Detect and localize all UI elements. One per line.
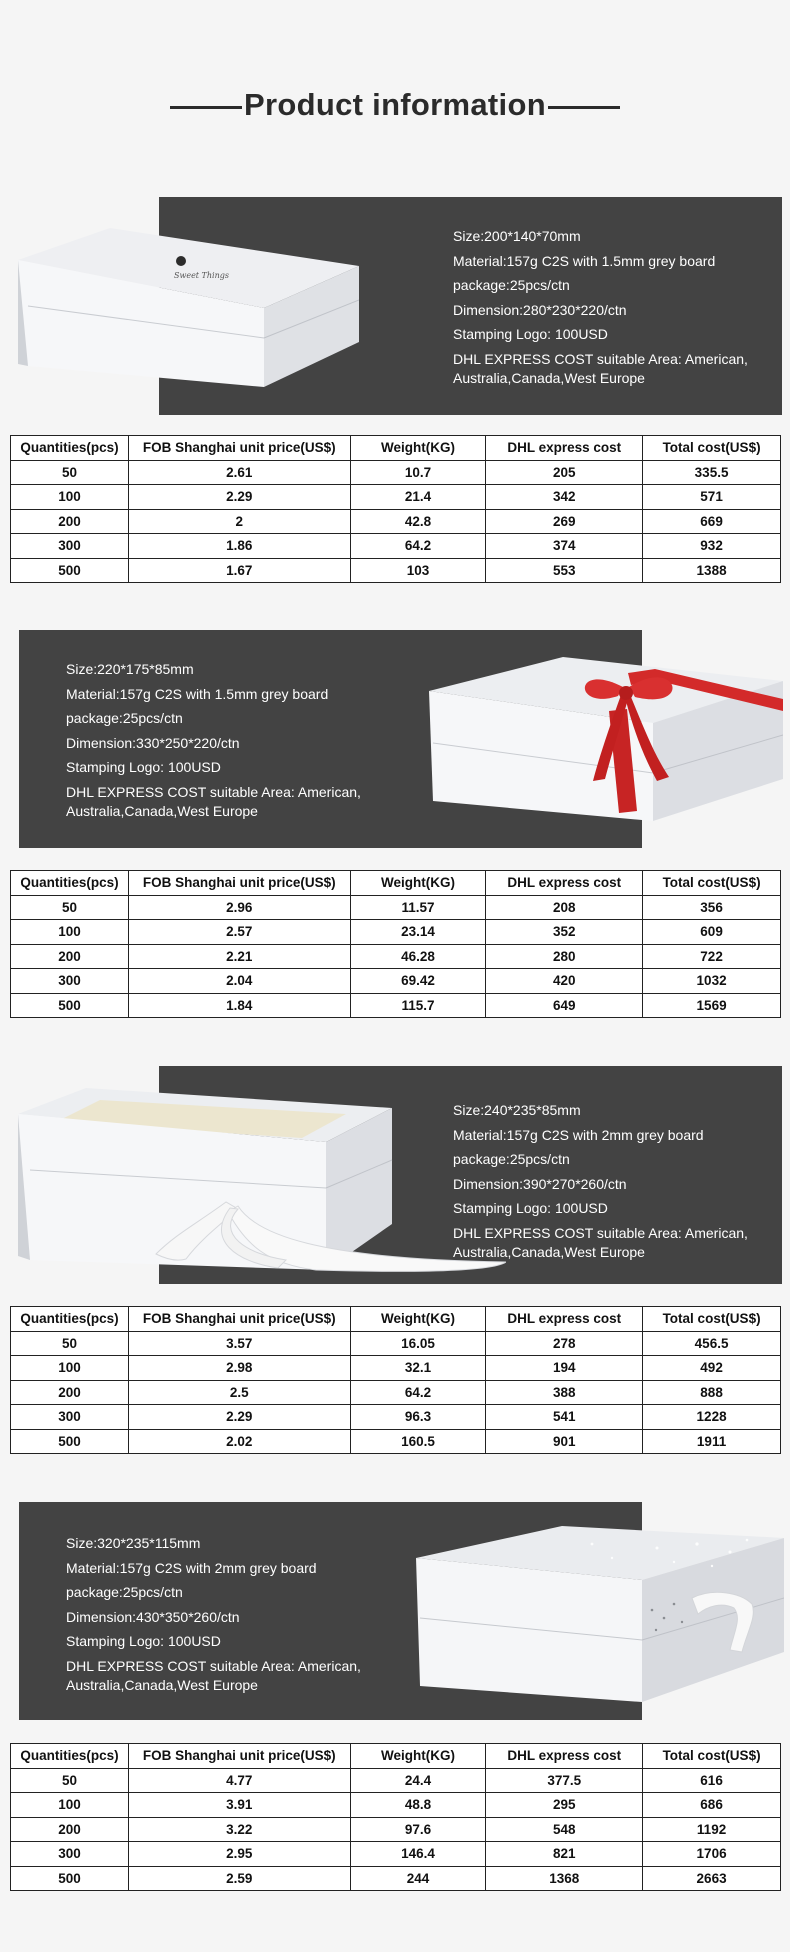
cell-dhl: 420 — [486, 969, 643, 994]
spec-package: package:25pcs/ctn — [453, 1151, 570, 1167]
spec-stamping: Stamping Logo: 100USD — [66, 759, 221, 775]
spec-size: Size:240*235*85mm — [453, 1102, 581, 1118]
header-total-cost: Total cost(US$) — [643, 1744, 781, 1769]
cell-total: 669 — [643, 509, 781, 534]
cell-dhl: 194 — [486, 1356, 643, 1381]
header-fob-price: FOB Shanghai unit price(US$) — [128, 1307, 350, 1332]
cell-dhl: 901 — [486, 1429, 643, 1454]
cell-price: 2.96 — [128, 895, 350, 920]
cell-weight: 23.14 — [350, 920, 486, 945]
spec-material: Material:157g C2S with 2mm grey board — [453, 1126, 704, 1143]
cell-total: 2663 — [643, 1866, 781, 1891]
cell-qty: 200 — [11, 1380, 129, 1405]
cell-total: 1706 — [643, 1842, 781, 1867]
product-4-price-table — [10, 1743, 781, 1891]
cell-total: 616 — [643, 1768, 781, 1793]
product-4-specs — [66, 1531, 386, 1695]
cell-qty: 500 — [11, 558, 129, 583]
product-3-specs — [453, 1098, 773, 1262]
cell-weight: 97.6 — [350, 1817, 486, 1842]
cell-price: 2.29 — [128, 1405, 350, 1430]
table-row — [11, 895, 781, 920]
cell-qty: 300 — [11, 969, 129, 994]
cell-dhl: 649 — [486, 993, 643, 1018]
header-fob-price: FOB Shanghai unit price(US$) — [128, 436, 350, 461]
table-row — [11, 558, 781, 583]
cell-total: 1228 — [643, 1405, 781, 1430]
header-total-cost: Total cost(US$) — [643, 436, 781, 461]
spec-size: Size:220*175*85mm — [66, 661, 194, 677]
product-2-box-image — [423, 651, 783, 821]
table-row — [11, 534, 781, 559]
product-2-price-table — [10, 870, 781, 1018]
spec-dimension: Dimension:390*270*260/ctn — [453, 1175, 627, 1192]
cell-price: 2 — [128, 509, 350, 534]
cell-weight: 42.8 — [350, 509, 486, 534]
spec-size: Size:320*235*115mm — [66, 1535, 201, 1551]
cell-dhl: 821 — [486, 1842, 643, 1867]
table-row — [11, 1405, 781, 1430]
product-1-box-image — [14, 222, 359, 387]
product-3-box-image — [16, 1084, 506, 1284]
product-2-specs — [66, 657, 386, 821]
cell-weight: 10.7 — [350, 460, 486, 485]
cell-price: 1.67 — [128, 558, 350, 583]
spec-stamping: Stamping Logo: 100USD — [453, 326, 608, 342]
spec-size: Size:200*140*70mm — [453, 228, 581, 244]
cell-total: 1192 — [643, 1817, 781, 1842]
cell-price: 4.77 — [128, 1768, 350, 1793]
table-row — [11, 1429, 781, 1454]
title-divider-left — [170, 106, 242, 109]
header-weight: Weight(KG) — [350, 871, 486, 896]
header-quantities: Quantities(pcs) — [11, 1307, 129, 1332]
header-total-cost: Total cost(US$) — [643, 1307, 781, 1332]
header-weight: Weight(KG) — [350, 1307, 486, 1332]
cell-weight: 46.28 — [350, 944, 486, 969]
cell-qty: 100 — [11, 920, 129, 945]
cell-qty: 50 — [11, 1768, 129, 1793]
table-row — [11, 509, 781, 534]
header-quantities: Quantities(pcs) — [11, 436, 129, 461]
cell-dhl: 205 — [486, 460, 643, 485]
cell-total: 1388 — [643, 558, 781, 583]
product-1-price-table — [10, 435, 781, 583]
cell-qty: 200 — [11, 509, 129, 534]
cell-dhl: 553 — [486, 558, 643, 583]
spec-dhl: DHL EXPRESS COST suitable Area: American, Australia,Canada,West Europe — [66, 1657, 361, 1693]
cell-weight: 24.4 — [350, 1768, 486, 1793]
table-row — [11, 969, 781, 994]
header-fob-price: FOB Shanghai unit price(US$) — [128, 1744, 350, 1769]
cell-total: 356 — [643, 895, 781, 920]
cell-price: 2.21 — [128, 944, 350, 969]
cell-price: 2.57 — [128, 920, 350, 945]
cell-total: 932 — [643, 534, 781, 559]
cell-weight: 69.42 — [350, 969, 486, 994]
spec-material: Material:157g C2S with 1.5mm grey board — [66, 685, 329, 702]
cell-qty: 200 — [11, 1817, 129, 1842]
spec-package: package:25pcs/ctn — [453, 277, 570, 293]
cell-qty: 500 — [11, 1866, 129, 1891]
spec-dimension: Dimension:280*230*220/ctn — [453, 301, 627, 318]
cell-qty: 50 — [11, 1331, 129, 1356]
cell-qty: 300 — [11, 1405, 129, 1430]
cell-qty: 300 — [11, 534, 129, 559]
cell-qty: 200 — [11, 944, 129, 969]
cell-total: 722 — [643, 944, 781, 969]
cell-qty: 100 — [11, 485, 129, 510]
table-row — [11, 1768, 781, 1793]
cell-price: 2.98 — [128, 1356, 350, 1381]
cell-dhl: 352 — [486, 920, 643, 945]
header-quantities: Quantities(pcs) — [11, 871, 129, 896]
cell-qty: 500 — [11, 1429, 129, 1454]
cell-total: 686 — [643, 1793, 781, 1818]
table-row — [11, 485, 781, 510]
cell-weight: 21.4 — [350, 485, 486, 510]
cell-dhl: 278 — [486, 1331, 643, 1356]
table-row — [11, 1866, 781, 1891]
header-total-cost: Total cost(US$) — [643, 871, 781, 896]
cell-dhl: 374 — [486, 534, 643, 559]
table-header-row — [11, 1307, 781, 1332]
cell-total: 492 — [643, 1356, 781, 1381]
cell-total: 335.5 — [643, 460, 781, 485]
page-header — [0, 80, 790, 130]
cell-qty: 50 — [11, 460, 129, 485]
product-4-box-image — [412, 1522, 784, 1702]
product-3-price-table — [10, 1306, 781, 1454]
cell-price: 2.59 — [128, 1866, 350, 1891]
page-title: Product information — [244, 87, 546, 122]
cell-weight: 96.3 — [350, 1405, 486, 1430]
header-weight: Weight(KG) — [350, 1744, 486, 1769]
cell-weight: 160.5 — [350, 1429, 486, 1454]
table-row — [11, 1331, 781, 1356]
cell-total: 609 — [643, 920, 781, 945]
header-quantities: Quantities(pcs) — [11, 1744, 129, 1769]
cell-dhl: 548 — [486, 1817, 643, 1842]
cell-price: 2.04 — [128, 969, 350, 994]
cell-dhl: 295 — [486, 1793, 643, 1818]
cell-price: 3.22 — [128, 1817, 350, 1842]
cell-price: 1.86 — [128, 534, 350, 559]
cell-weight: 16.05 — [350, 1331, 486, 1356]
cell-price: 2.5 — [128, 1380, 350, 1405]
cell-price: 1.84 — [128, 993, 350, 1018]
cell-dhl: 269 — [486, 509, 643, 534]
cell-total: 1569 — [643, 993, 781, 1018]
spec-dimension: Dimension:430*350*260/ctn — [66, 1608, 240, 1625]
spec-package: package:25pcs/ctn — [66, 710, 183, 726]
header-fob-price: FOB Shanghai unit price(US$) — [128, 871, 350, 896]
cell-qty: 500 — [11, 993, 129, 1018]
cell-dhl: 208 — [486, 895, 643, 920]
table-row — [11, 920, 781, 945]
spec-stamping: Stamping Logo: 100USD — [66, 1633, 221, 1649]
cell-price: 2.61 — [128, 460, 350, 485]
table-header-row — [11, 871, 781, 896]
cell-price: 2.95 — [128, 1842, 350, 1867]
table-row — [11, 1793, 781, 1818]
spec-dhl: DHL EXPRESS COST suitable Area: American, Australia,Canada,West Europe — [66, 783, 361, 819]
title-divider-right — [548, 106, 620, 109]
spec-stamping: Stamping Logo: 100USD — [453, 1200, 608, 1216]
cell-total: 571 — [643, 485, 781, 510]
cell-weight: 64.2 — [350, 534, 486, 559]
table-row — [11, 1380, 781, 1405]
cell-price: 3.91 — [128, 1793, 350, 1818]
spec-dhl: DHL EXPRESS COST suitable Area: American, Australia,Canada,West Europe — [453, 1224, 748, 1260]
header-weight: Weight(KG) — [350, 436, 486, 461]
product-1-specs — [453, 224, 773, 388]
spec-package: package:25pcs/ctn — [66, 1584, 183, 1600]
cell-weight: 32.1 — [350, 1356, 486, 1381]
table-row — [11, 1356, 781, 1381]
spec-dhl: DHL EXPRESS COST suitable Area: American, Australia,Canada,West Europe — [453, 350, 748, 386]
spec-material: Material:157g C2S with 2mm grey board — [66, 1559, 317, 1576]
cell-total: 456.5 — [643, 1331, 781, 1356]
cell-price: 2.02 — [128, 1429, 350, 1454]
cell-dhl: 1368 — [486, 1866, 643, 1891]
cell-weight: 64.2 — [350, 1380, 486, 1405]
cell-qty: 300 — [11, 1842, 129, 1867]
header-dhl-cost: DHL express cost — [486, 871, 643, 896]
cell-dhl: 377.5 — [486, 1768, 643, 1793]
table-row — [11, 993, 781, 1018]
cell-qty: 50 — [11, 895, 129, 920]
table-header-row — [11, 1744, 781, 1769]
header-dhl-cost: DHL express cost — [486, 1307, 643, 1332]
cell-weight: 146.4 — [350, 1842, 486, 1867]
header-dhl-cost: DHL express cost — [486, 1744, 643, 1769]
cell-total: 1032 — [643, 969, 781, 994]
cell-price: 2.29 — [128, 485, 350, 510]
cell-weight: 48.8 — [350, 1793, 486, 1818]
spec-dimension: Dimension:330*250*220/ctn — [66, 734, 240, 751]
table-row — [11, 1817, 781, 1842]
cell-weight: 11.57 — [350, 895, 486, 920]
product-1-logo-text: Sweet Things — [174, 271, 229, 280]
cell-price: 3.57 — [128, 1331, 350, 1356]
header-dhl-cost: DHL express cost — [486, 436, 643, 461]
table-row — [11, 460, 781, 485]
cell-dhl: 342 — [486, 485, 643, 510]
cell-dhl: 541 — [486, 1405, 643, 1430]
cell-weight: 244 — [350, 1866, 486, 1891]
table-header-row — [11, 436, 781, 461]
cell-total: 1911 — [643, 1429, 781, 1454]
cell-dhl: 388 — [486, 1380, 643, 1405]
cell-qty: 100 — [11, 1793, 129, 1818]
table-row — [11, 1842, 781, 1867]
cell-weight: 115.7 — [350, 993, 486, 1018]
cell-weight: 103 — [350, 558, 486, 583]
cell-dhl: 280 — [486, 944, 643, 969]
cell-qty: 100 — [11, 1356, 129, 1381]
cell-total: 888 — [643, 1380, 781, 1405]
table-row — [11, 944, 781, 969]
spec-material: Material:157g C2S with 1.5mm grey board — [453, 252, 716, 269]
